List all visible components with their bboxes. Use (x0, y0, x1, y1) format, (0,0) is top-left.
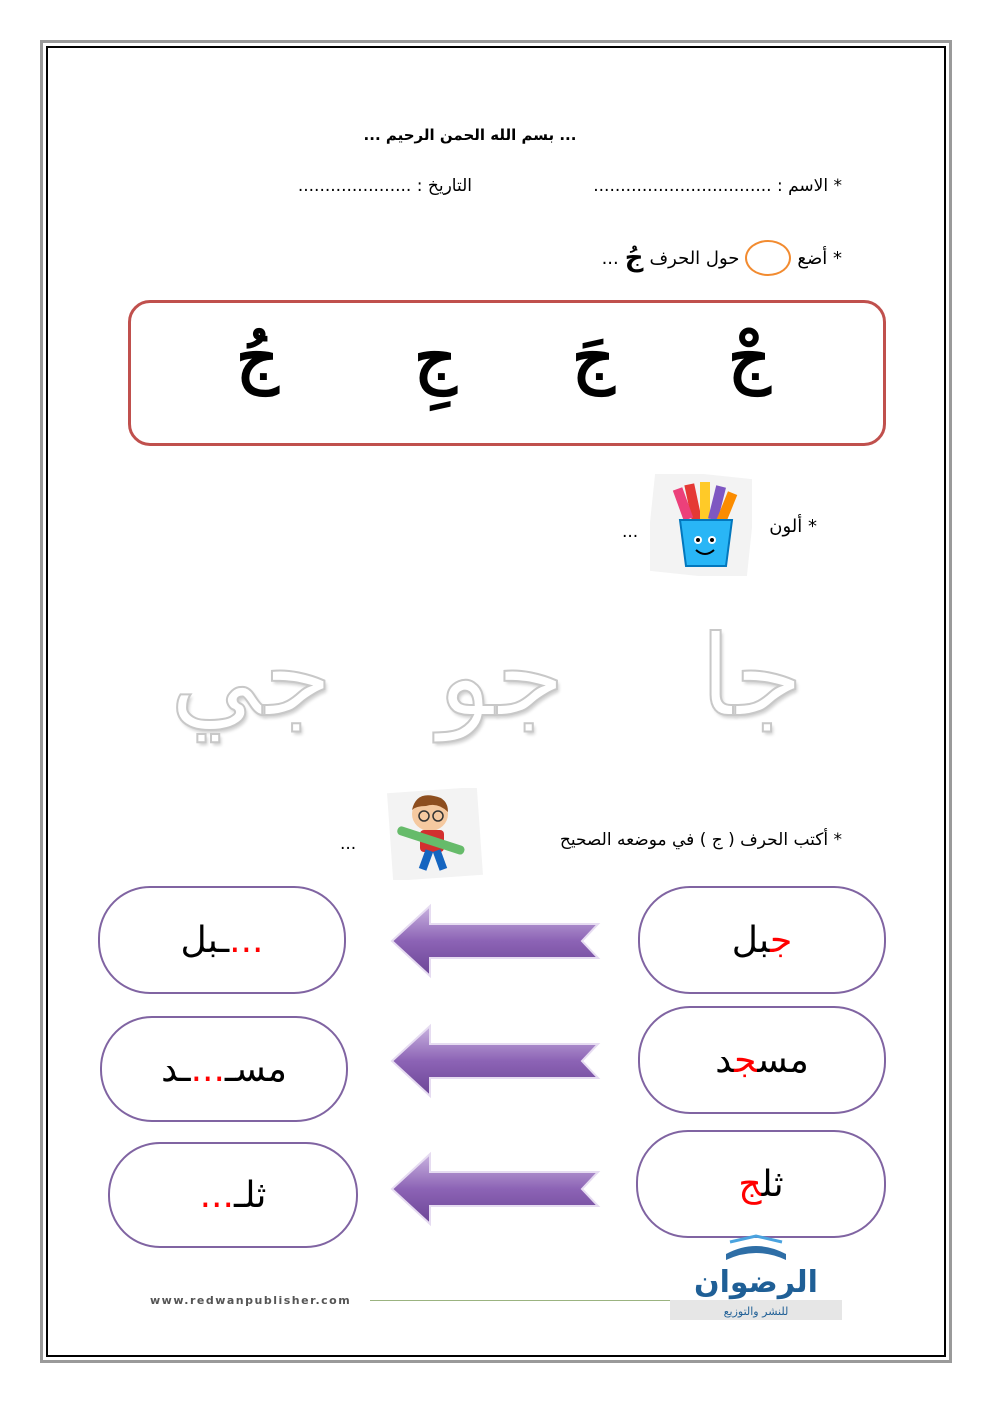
blank-card[interactable] (100, 1016, 348, 1122)
exercise1-target-letter: جُ (624, 243, 644, 273)
highlighted-letter: ج (769, 919, 793, 961)
word-part: مسـ (224, 1048, 287, 1090)
logo-name: الرضوان (694, 1265, 818, 1300)
logo-subtitle: للنشر والتوزيع (723, 1305, 789, 1318)
name-field[interactable]: * الاسم : ................................. (593, 176, 842, 196)
exercise1-suffix: ... (601, 247, 619, 269)
boy-with-pencil-icon (386, 788, 484, 880)
publisher-url[interactable]: www.redwanpublisher.com (150, 1294, 352, 1307)
highlighted-letter: ج (734, 1039, 758, 1081)
bismillah-heading: ... بسم الله الحمن الرحيم ... (363, 126, 577, 144)
footer-divider (370, 1300, 670, 1301)
word-card (638, 1006, 886, 1114)
outline-word[interactable]: جو (438, 612, 566, 742)
word-part: ثلـ (233, 1174, 267, 1216)
arrow-left-icon (390, 1022, 602, 1100)
arrow-left-icon (390, 1150, 602, 1228)
blank-dots[interactable]: ... (190, 1048, 225, 1090)
book-logo-icon (666, 1234, 846, 1324)
blank-dots[interactable]: ... (229, 919, 264, 961)
letter-option[interactable]: جَ (572, 318, 615, 396)
word-part: بل (731, 919, 770, 961)
blank-card[interactable] (98, 886, 346, 994)
word-card (638, 886, 886, 994)
exercise1-prefix: * أضع (797, 247, 842, 269)
word-part: ـد (161, 1048, 191, 1090)
word-part: ثل (761, 1163, 784, 1205)
exercise1-middle: حول الحرف (649, 247, 740, 269)
exercise2-suffix: ... (622, 522, 639, 542)
word-part: د (715, 1039, 735, 1081)
pencil-cup-icon (650, 474, 752, 576)
letter-option[interactable]: جُ (236, 318, 279, 396)
exercise1-instruction (602, 240, 842, 276)
word-card (636, 1130, 886, 1238)
circle-sample-icon (745, 240, 791, 276)
date-field[interactable]: التاريخ : ..................... (297, 176, 472, 196)
blank-card[interactable] (108, 1142, 358, 1248)
arrow-left-icon (390, 902, 602, 980)
letter-option[interactable]: جِ (414, 318, 457, 396)
highlighted-letter: ج (738, 1163, 762, 1205)
exercise3-instruction: * أكتب الحرف ( ج ) في موضعه الصحيح (559, 830, 842, 850)
blank-dots[interactable]: ... (199, 1174, 234, 1216)
letter-option[interactable]: جْ (728, 318, 771, 396)
exercise3-suffix: ... (340, 834, 357, 854)
outline-word[interactable]: جا (700, 612, 804, 742)
exercise2-instruction: * ألون (769, 516, 817, 537)
word-part: ـبل (180, 919, 230, 961)
outline-word[interactable]: جي (170, 612, 333, 742)
word-part: مس (757, 1039, 809, 1081)
